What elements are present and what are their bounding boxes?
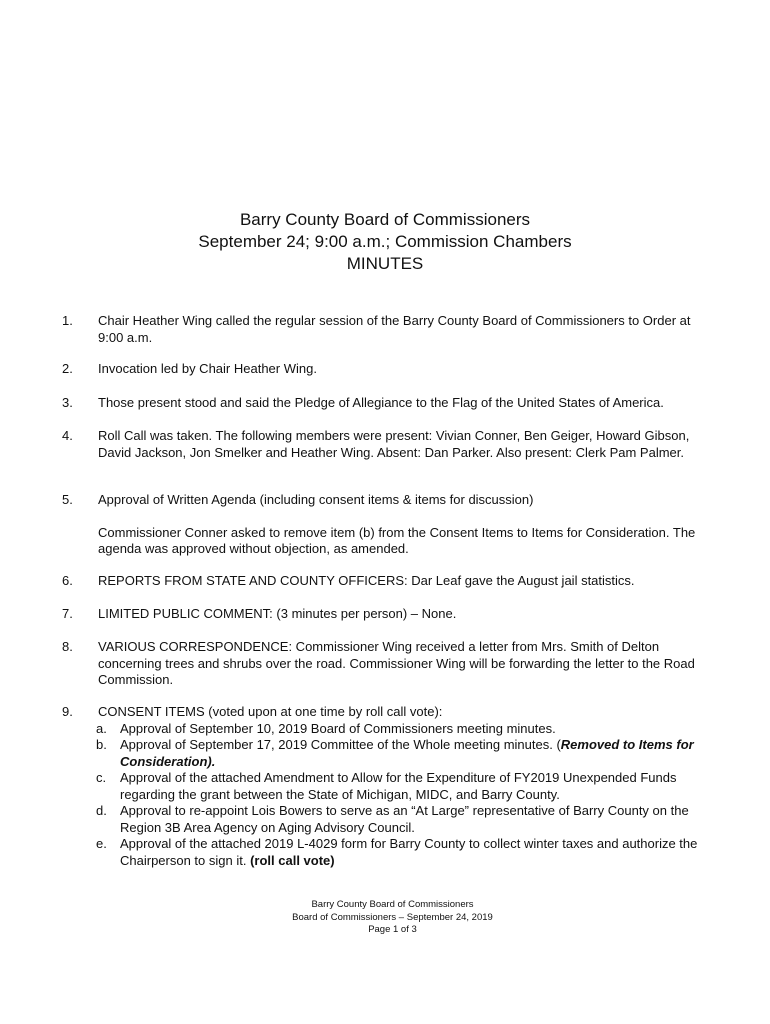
- item-text: LIMITED PUBLIC COMMENT: (3 minutes per person) – None.: [98, 606, 457, 621]
- consent-item-e: [98, 836, 718, 869]
- footer-meeting: Board of Commissioners – September 24, 2019: [292, 911, 493, 923]
- item-text: Those present stood and said the Pledge of Allegiance to the Flag of the United States of America.: [98, 395, 664, 410]
- item-text: Approval of Written Agenda (including consent items & items for discussion): [98, 492, 534, 507]
- item-number: 9.: [62, 704, 73, 719]
- consent-letter: a.: [96, 720, 107, 736]
- document-header: [0, 209, 770, 275]
- consent-letter: e.: [96, 836, 107, 851]
- item-text: CONSENT ITEMS (voted upon at one time by roll call vote):: [98, 704, 443, 719]
- item-number: 5.: [62, 492, 73, 507]
- consent-letter: d.: [96, 803, 107, 818]
- item-text: REPORTS FROM STATE AND COUNTY OFFICERS: Dar Leaf gave the August jail statistics.: [98, 573, 635, 588]
- consent-item-d: [98, 803, 718, 836]
- header-title: Barry County Board of Commissioners: [239, 210, 531, 229]
- consent-item-a: [98, 721, 718, 738]
- consent-letter: c.: [96, 770, 107, 785]
- consent-text: Approval of September 10, 2019 Board of Commissioners meeting minutes.: [120, 720, 556, 736]
- consent-letter: b.: [96, 737, 107, 752]
- item-text: Chair Heather Wing called the regular session of the Barry County Board of Commissioners to Order at 9:00 a.m.: [98, 313, 691, 345]
- item-text: Invocation led by Chair Heather Wing.: [98, 361, 317, 376]
- item-text: VARIOUS CORRESPONDENCE: Commissioner Wing received a letter from Mrs. Smith of Delton concerning trees and shrubs over the road. Commissioner Wing will be forwarding the letter to the Road Commission.: [98, 639, 695, 687]
- consent-text: Approval of the attached 2019 L-4029 form for Barry County to collect winter taxes and authorize the Chairperson to sign it.: [120, 836, 698, 868]
- page-number: Page 1 of 3: [368, 924, 417, 935]
- item-number: 4.: [62, 428, 73, 443]
- consent-text: Approval of September 17, 2019 Committee of the Whole meeting minutes. (: [120, 737, 561, 752]
- consent-item-c: [98, 770, 718, 803]
- page-footer: [0, 899, 770, 937]
- item-text: Roll Call was taken. The following members were present: Vivian Conner, Ben Geiger, Howard Gibson, David Jackson, Jon Smelker and Heather Wing. Absent: Dan Parker. Also present: Clerk Pam Palmer.: [98, 428, 690, 460]
- item-number: 2.: [62, 361, 73, 376]
- consent-item-b: [98, 737, 718, 770]
- consent-text: Approval to re-appoint Lois Bowers to serve as an “At Large” representative of Barry County on the Region 3B Area Agency on Aging Advisory Council.: [120, 803, 689, 835]
- header-date-location: September 24; 9:00 a.m.; Commission Chambers: [198, 232, 572, 251]
- item-note: Commissioner Conner asked to remove item (b) from the Consent Items to Items for Consideration. The agenda was approved without objection, as amended.: [98, 524, 696, 556]
- item-number: 6.: [62, 573, 73, 588]
- consent-text: Approval of the attached Amendment to Allow for the Expenditure of FY2019 Unexpended Funds regarding the grant between the State of Michigan, MIDC, and Barry County.: [120, 770, 677, 802]
- item-number: 3.: [62, 395, 73, 410]
- item-number: 1.: [62, 313, 73, 328]
- footer-title: Barry County Board of Commissioners: [311, 899, 474, 910]
- roll-call-note: (roll call vote): [250, 852, 335, 868]
- item-number: 8.: [62, 639, 73, 654]
- item-number: 7.: [62, 606, 73, 621]
- removed-note: Removed to Items for Consideration).: [120, 737, 694, 769]
- header-minutes: MINUTES: [346, 254, 424, 273]
